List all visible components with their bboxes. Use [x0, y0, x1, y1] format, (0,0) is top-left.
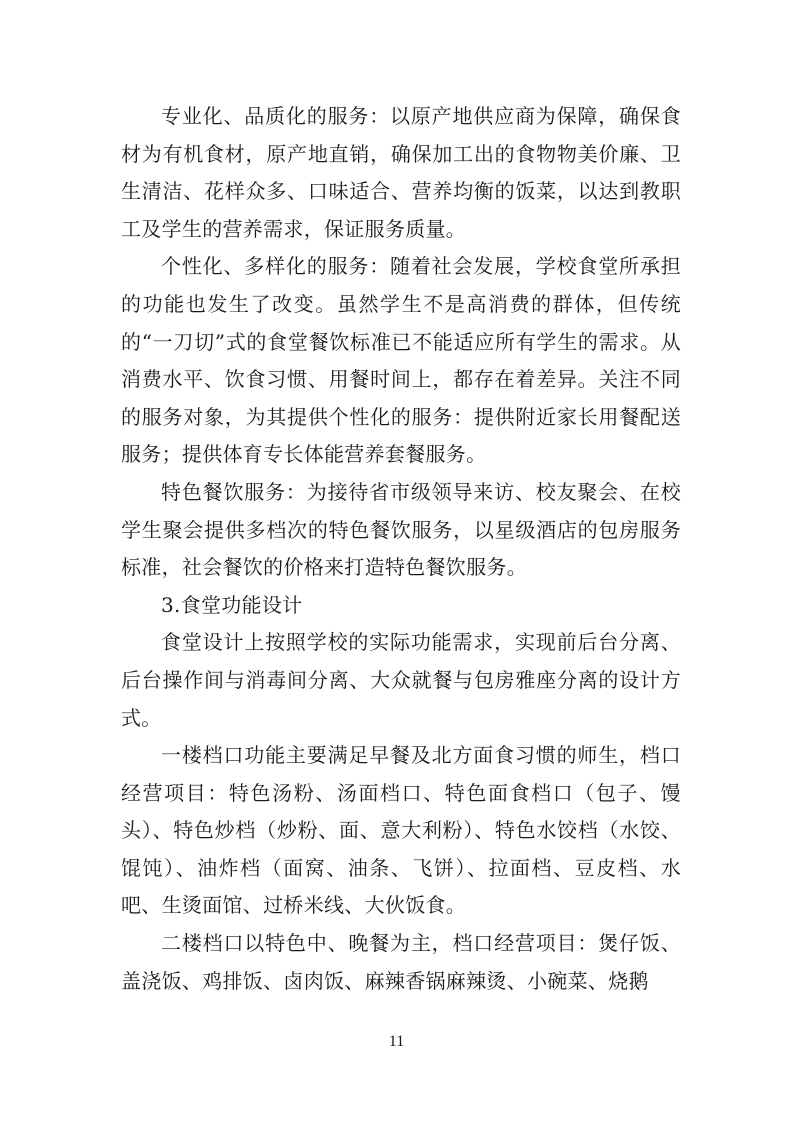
- paragraph-professional-service: 专业化、品质化的服务：以原产地供应商为保障，确保食材为有机食材，原产地直销，确保加工出的食物物美价廉、卫生清洁、花样众多、口味适合、营养均衡的饭菜，以达到教职工及学生的营养需求，保证服务质量。: [121, 104, 681, 241]
- paragraph-special-catering: 特色餐饮服务：为接待省市级领导来访、校友聚会、在校学生聚会提供多档次的特色餐饮服务，以星级酒店的包房服务标准，社会餐饮的价格来打造特色餐饮服务。: [121, 479, 681, 580]
- paragraph-second-floor-stalls: 二楼档口以特色中、晚餐为主，档口经营项目：煲仔饭、盖浇饭、鸡排饭、卤肉饭、麻辣香锅麻辣烫、小碗菜、烧鹅: [121, 931, 681, 993]
- body-text: [121, 98, 681, 1000]
- page-number: 11: [388, 1033, 405, 1050]
- section-heading-canteen-design: 3.食堂功能设计: [161, 592, 303, 617]
- paragraph-design-separation: 食堂设计上按照学校的实际功能需求，实现前后台分离、后台操作间与消毒间分离、大众就餐与包房雅座分离的设计方式。: [121, 630, 681, 730]
- paragraph-personalized-service: 个性化、多样化的服务：随着社会发展，学校食堂所承担的功能也发生了改变。虽然学生不是高消费的群体，但传统的“一刀切”式的食堂餐饮标准已不能适应所有学生的需求。从消费水平、饮食习惯、用餐时间上，都存在着差异。关注不同的服务对象，为其提供个性化的服务：提供附近家长用餐配送服务；提供体育专长体能营养套餐服务。: [121, 254, 681, 467]
- paragraph-first-floor-stalls: 一楼档口功能主要满足早餐及北方面食习惯的师生，档口经营项目：特色汤粉、汤面档口、特色面食档口（包子、馒头）、特色炒档（炒粉、面、意大利粉）、特色水饺档（水饺、馄饨）、油炸档（面窝、油条、飞饼）、拉面档、豆皮档、水吧、生烫面馆、过桥米线、大伙饭食。: [121, 743, 681, 918]
